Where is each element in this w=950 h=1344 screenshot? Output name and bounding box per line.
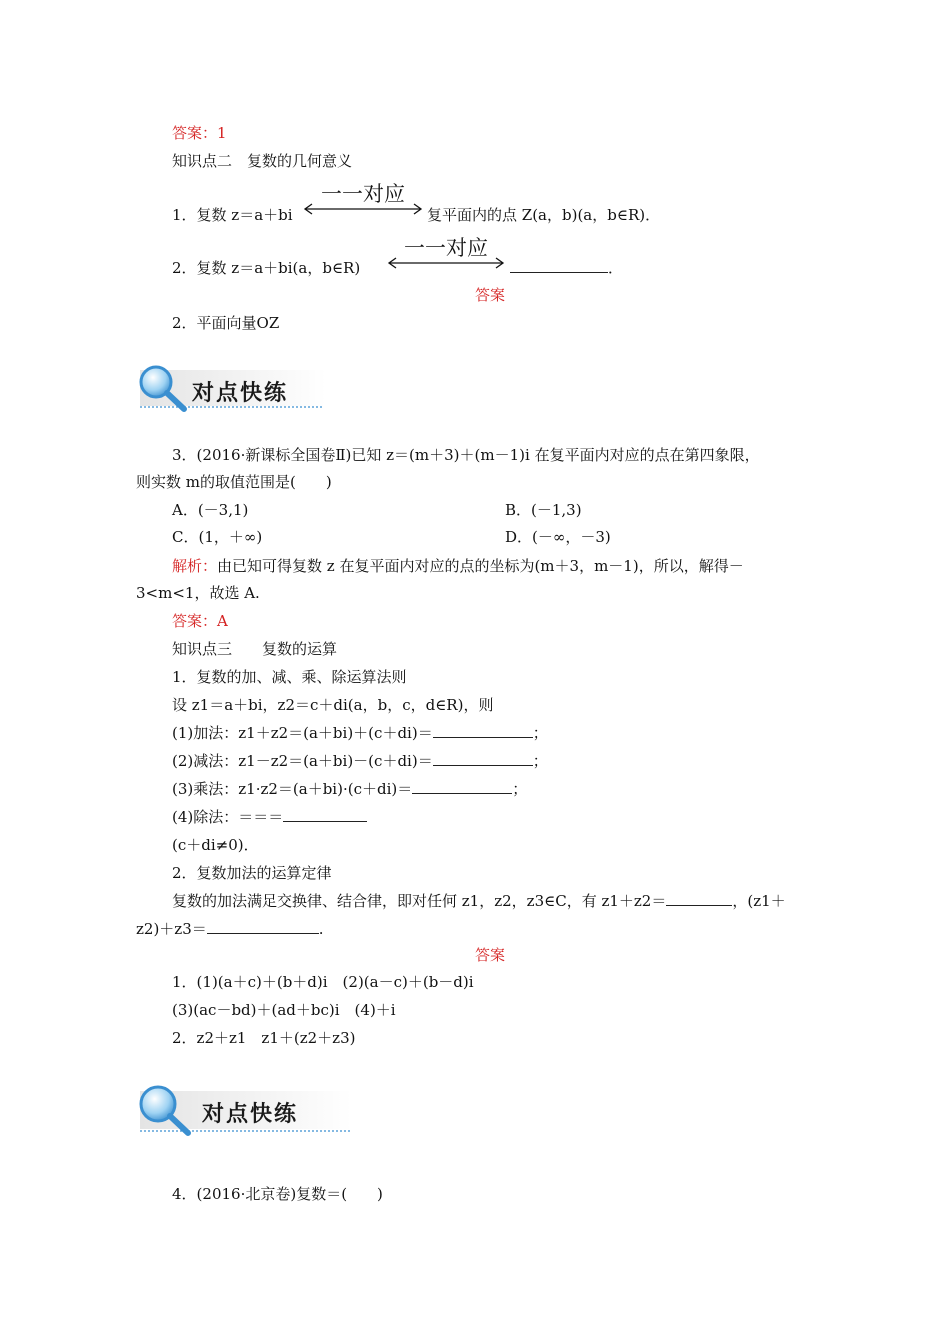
knowledge-point-2-title: 知识点二 复数的几何意义	[172, 152, 353, 170]
law-text-tail: ，(z1＋	[732, 892, 786, 910]
answer-1: 答案：1	[172, 124, 227, 142]
q4-stem: 4．(2016·北京卷)复数＝( )	[172, 1185, 383, 1203]
answer-blank	[666, 891, 732, 906]
one-to-one-label: 一一对应	[321, 182, 405, 206]
solution-label: 解析：	[172, 557, 218, 575]
answer-blank	[510, 258, 608, 273]
q3-option-a: A．(－3,1)	[172, 501, 249, 519]
period: ．	[608, 259, 624, 277]
q3-option-c: C．(1，＋∞)	[172, 528, 263, 546]
solution-text: 由已知可得复数 z 在复平面内对应的点的坐标为(m＋3，m－1)，所以，解得－	[217, 557, 744, 575]
q3-stem-line2: 则实数 m的取值范围是( )	[136, 473, 332, 491]
kp3-subtraction	[172, 751, 548, 771]
q3-option-d: D．(－∞，－3)	[505, 528, 611, 546]
kp3-law-line1	[172, 891, 786, 911]
kp2-line2-left: 2．复数 z＝a＋bi(a，b∈R)	[172, 259, 361, 277]
answer-blank	[433, 751, 533, 766]
answer-blank	[207, 919, 319, 934]
answer-blank	[433, 723, 533, 738]
answer-heading: 答案	[475, 946, 506, 964]
q3-solution-line1	[172, 556, 744, 576]
kp3-division	[172, 807, 367, 827]
practice-banner	[134, 1082, 354, 1138]
semicolon: ；	[512, 780, 528, 798]
kp3-answer-line2: (3)(ac－bd)＋(ad＋bc)i (4)＋i	[172, 1001, 396, 1019]
double-arrow-icon	[302, 202, 424, 216]
kp2-line2-blank-line	[510, 258, 623, 278]
kp3-addition	[172, 723, 548, 743]
semicolon: ；	[532, 752, 548, 770]
division-text: (4)除法：＝＝＝	[172, 808, 284, 826]
kp3-multiplication	[172, 779, 527, 799]
banner-title: 对点快练	[202, 1102, 299, 1127]
answer-blank	[412, 779, 512, 794]
answer-heading: 答案	[475, 286, 506, 304]
one-to-one-arrow-2	[386, 238, 506, 274]
kp3-item1: 1．复数的加、减、乘、除运算法则	[172, 668, 407, 686]
semicolon: ；	[532, 724, 548, 742]
answer-blank	[283, 807, 367, 822]
knowledge-point-3-title: 知识点三 复数的运算	[172, 640, 338, 658]
subtraction-text: (2)减法：z1－z2＝(a＋bi)－(c＋di)＝	[172, 752, 433, 770]
double-arrow-icon	[386, 256, 506, 270]
period: .	[318, 920, 324, 938]
kp3-answer-line3: 2．z2＋z1 z1＋(z2＋z3)	[172, 1029, 356, 1047]
addition-text: (1)加法：z1＋z2＝(a＋bi)＋(c＋di)＝	[172, 724, 433, 742]
q3-solution-line2: 3<m<1，故选 A.	[136, 584, 260, 602]
one-to-one-label: 一一对应	[404, 236, 488, 260]
kp3-division-condition: (c＋di≠0)．	[172, 836, 259, 854]
kp2-answer: 2．平面向量OZ	[172, 314, 280, 332]
multiplication-text: (3)乘法：z1·z2＝(a＋bi)·(c＋di)＝	[172, 780, 413, 798]
kp3-answer-line1: 1．(1)(a＋c)＋(b＋d)i (2)(a－c)＋(b－d)i	[172, 973, 474, 991]
q3-answer: 答案：A	[172, 612, 228, 630]
law-text: 复数的加法满足交换律、结合律，即对任何 z1，z2，z3∈C，有 z1＋z2＝	[172, 892, 667, 910]
one-to-one-arrow-1	[302, 184, 424, 220]
kp2-line1-right: 复平面内的点 Z(a，b)(a，b∈R)．	[427, 206, 661, 224]
kp3-set-line: 设 z1＝a＋bi，z2＝c＋di(a，b，c，d∈R)，则	[172, 696, 494, 714]
banner-title: 对点快练	[192, 381, 289, 406]
practice-banner	[134, 362, 326, 414]
q3-option-b: B．(－1,3)	[505, 501, 582, 519]
kp3-law-line2	[136, 919, 324, 939]
kp2-line1-left: 1．复数 z＝a＋bi	[172, 206, 293, 224]
q3-stem-line1: 3．(2016·新课标全国卷Ⅱ)已知 z＝(m＋3)＋(m－1)i 在复平面内对应的点在第四象限，	[172, 446, 760, 464]
law-text: z2)＋z3＝	[136, 920, 207, 938]
kp3-item2: 2．复数加法的运算定律	[172, 864, 332, 882]
